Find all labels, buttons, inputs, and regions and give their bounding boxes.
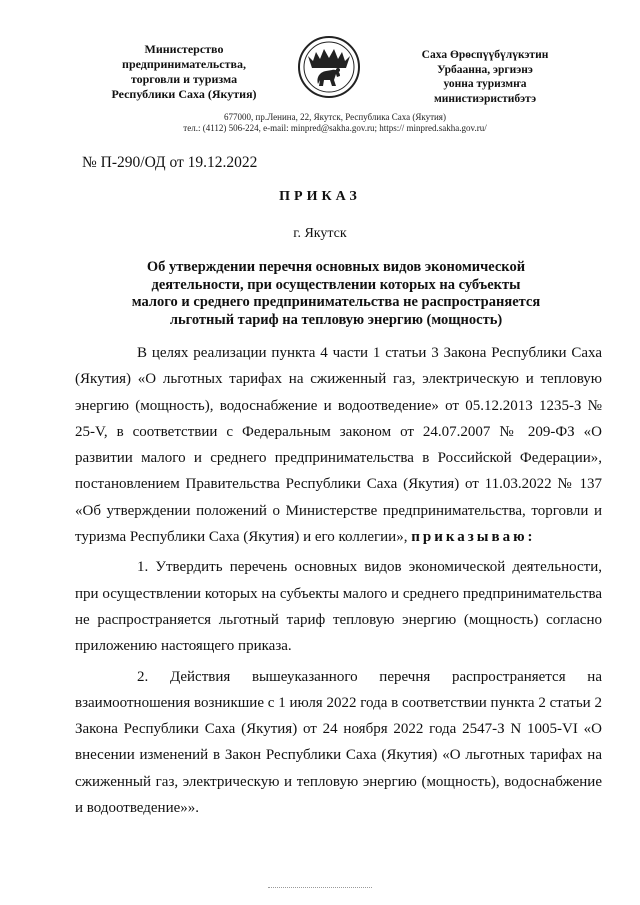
subject-line: малого и среднего предпринимательства не распространяется: [131, 294, 541, 310]
ministry-line: Республики Саха (Якутия): [111, 87, 257, 101]
ministry-line: уонна туризмҥа: [443, 78, 527, 90]
order-number: № П-290/ОД от 19.12.2022: [82, 154, 258, 171]
ministry-line: Министерство: [144, 42, 224, 56]
preamble-text: В целях реализации пункта 4 части 1 статьи 3 Закона Республики Саха (Якутия) «О льготных тарифах на сжиженный газ, электрическую и тепловую энергию (мощность), водоснабжение и водоотведение» от 05.12.2013 1235-З № 25-V, в соответствии с Федеральным законом от 24.07.2007 № 209-ФЗ «О развитии малого и среднего предпринимательства в Российской Федерации», постановлением Правительства Республики Саха (Якутия) от 11.03.2022 № 137 «Об утверждении положений о Министерстве предпринимательства, торговли и туризма Республики Саха (Якутия) и его коллегии»,: [75, 345, 602, 546]
ministry-line: Урбаанна, эргиэнэ: [437, 63, 533, 76]
clause-2-paragraph: 2. Действия вышеуказанного перечня распространяется на взаимоотношения возникшие с 1 июля 2022 года в соответствии пункта 2 статьи 2 Закона Республики Саха (Якутия) от 24 ноября 2022 года 2547-З N 1005-VI «О внесении изменений в Закон Республики Саха (Якутия) «О льготных тарифах на сжиженный газ, электрическую и тепловую энергию (мощность), водоснабжение и водоотведение»».: [75, 668, 602, 817]
phone-email-line: тел.: (4112) 506-224, e-mail: minpred@sakha.gov.ru; https:// minpred.sakha.gov.ru/: [183, 123, 487, 133]
ministry-line: торговли и туризма: [130, 72, 238, 86]
coat-of-arms-emblem-icon: [296, 34, 362, 100]
ministry-name-yakut: [394, 48, 576, 106]
ministry-line: министиэристибэтэ: [433, 92, 537, 105]
footer-dotted-mark: [268, 887, 372, 891]
order-body: [75, 340, 602, 821]
clause-1-paragraph: 1. Утвердить перечень основных видов экономической деятельности, при осуществлении которых на субъекты малого и среднего предпринимательства не распространяется льготный тариф тепловую энергию (мощность) согласно приложению настоящего приказа.: [75, 559, 602, 655]
city-line: г. Якутск: [293, 226, 347, 241]
order-subject: [108, 259, 564, 329]
document-title: ПРИКАЗ: [279, 189, 361, 204]
subject-line: льготный тариф на тепловую энергию (мощность): [169, 311, 503, 328]
subject-line: деятельности, при осуществлении которых на субъекты: [151, 276, 521, 293]
ministry-line: Саха Өрөспүүбүлүкэтин: [421, 49, 549, 61]
address-line: 677000, пр.Ленина, 22, Якутск, Республика Саха (Якутия): [224, 112, 446, 122]
ministry-name-russian: [96, 42, 272, 102]
order-keyword: приказываю:: [411, 529, 536, 546]
contact-info: [150, 112, 520, 134]
preamble-paragraph: [75, 340, 602, 550]
subject-line: Об утверждении перечня основных видов экономической: [146, 259, 526, 275]
ministry-line: предпринимательства,: [122, 57, 246, 71]
